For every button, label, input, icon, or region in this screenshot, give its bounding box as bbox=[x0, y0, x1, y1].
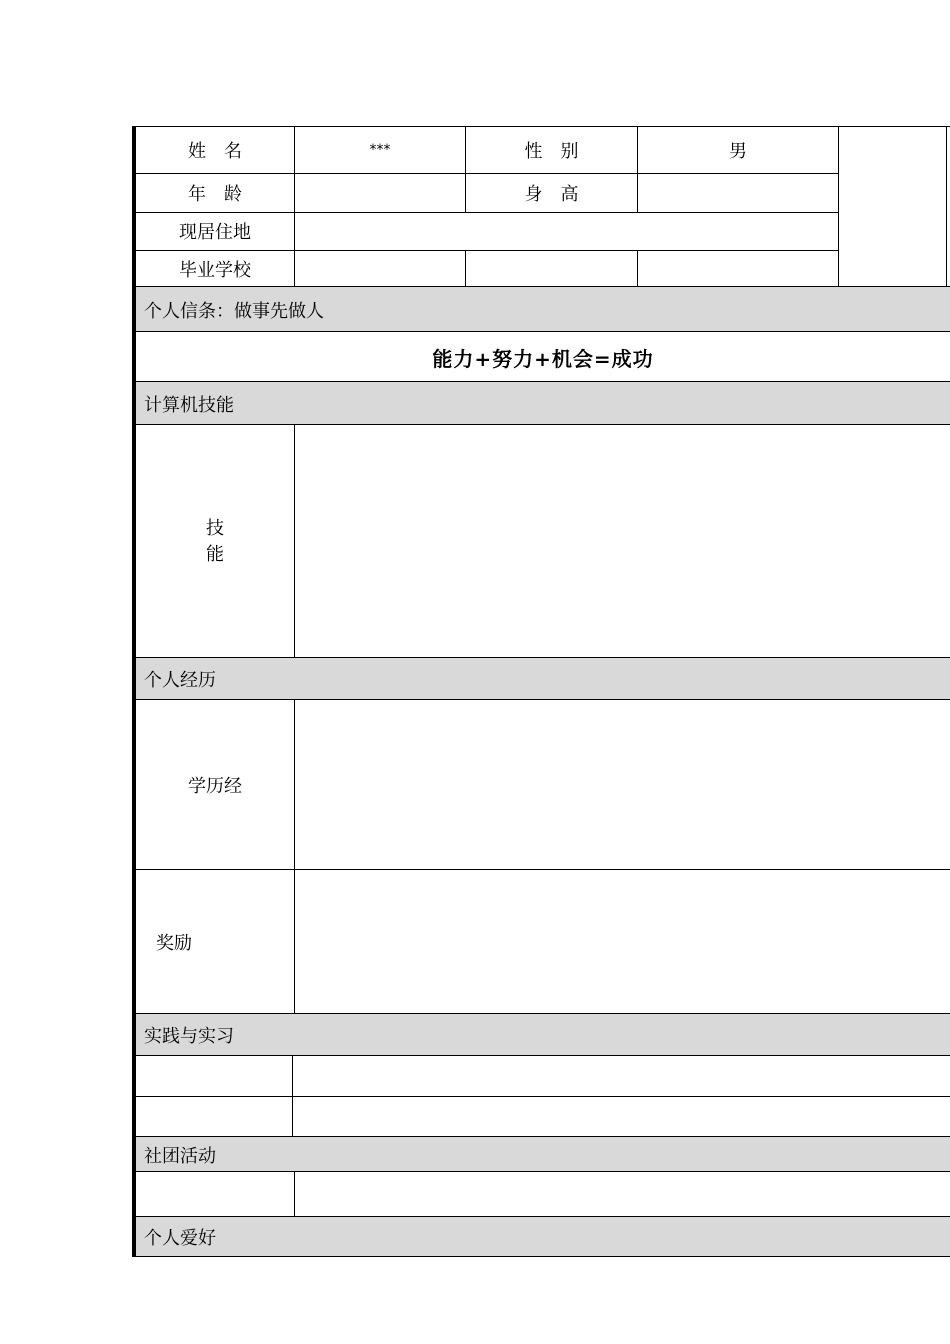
practice-header bbox=[136, 1013, 950, 1056]
resume-table bbox=[132, 126, 950, 1257]
motto-label-row bbox=[136, 286, 950, 332]
gender-label: 性 别 bbox=[524, 140, 579, 162]
practice-row-content[interactable] bbox=[293, 1056, 950, 1096]
height-label: 身 高 bbox=[524, 183, 579, 205]
practice-row-content[interactable] bbox=[293, 1097, 950, 1137]
motto-label: 个人信条：做事先做人 bbox=[144, 300, 324, 322]
school-label: 毕业学校 bbox=[179, 259, 251, 281]
photo-placeholder bbox=[839, 126, 946, 287]
school-extra-1[interactable] bbox=[466, 250, 637, 287]
school-value[interactable] bbox=[295, 250, 465, 287]
practice-row-label[interactable] bbox=[136, 1056, 292, 1096]
club-row-label[interactable] bbox=[136, 1172, 294, 1217]
name-value[interactable]: *** bbox=[369, 141, 391, 158]
table-right-border bbox=[946, 126, 947, 287]
residence-value[interactable] bbox=[295, 212, 838, 250]
school-extra-2[interactable] bbox=[638, 250, 838, 287]
name-label: 姓 名 bbox=[188, 140, 242, 162]
club-header bbox=[136, 1136, 950, 1172]
skills-content[interactable] bbox=[295, 425, 950, 658]
residence-label: 现居住地 bbox=[179, 222, 251, 243]
hobby-header bbox=[136, 1216, 950, 1256]
table-bottom-border bbox=[136, 1256, 950, 1257]
skills-header bbox=[136, 381, 950, 425]
height-value[interactable] bbox=[638, 173, 838, 212]
skills-label-char-2: 能 bbox=[206, 543, 224, 565]
practice-row-label[interactable] bbox=[136, 1097, 292, 1137]
age-label: 年 龄 bbox=[188, 183, 242, 205]
skills-label-char-1: 技 bbox=[206, 517, 224, 539]
age-value[interactable] bbox=[295, 173, 465, 212]
awards-label: 奖励 bbox=[156, 933, 192, 954]
experience-header-label: 个人经历 bbox=[144, 670, 216, 691]
education-label: 学历经 bbox=[188, 775, 242, 797]
motto-text: 能力+努力+机会=成功 bbox=[432, 346, 654, 371]
club-row-content[interactable] bbox=[295, 1172, 950, 1217]
practice-header-label: 实践与实习 bbox=[144, 1026, 234, 1047]
experience-header bbox=[136, 657, 950, 700]
gender-value[interactable]: 男 bbox=[729, 140, 747, 162]
hobby-header-label: 个人爱好 bbox=[144, 1227, 216, 1249]
skills-row-label bbox=[136, 425, 294, 658]
education-content[interactable] bbox=[295, 700, 950, 869]
awards-content[interactable] bbox=[295, 870, 950, 1014]
motto-row bbox=[136, 331, 950, 382]
skills-header-label: 计算机技能 bbox=[144, 394, 234, 416]
club-header-label: 社团活动 bbox=[144, 1145, 216, 1167]
